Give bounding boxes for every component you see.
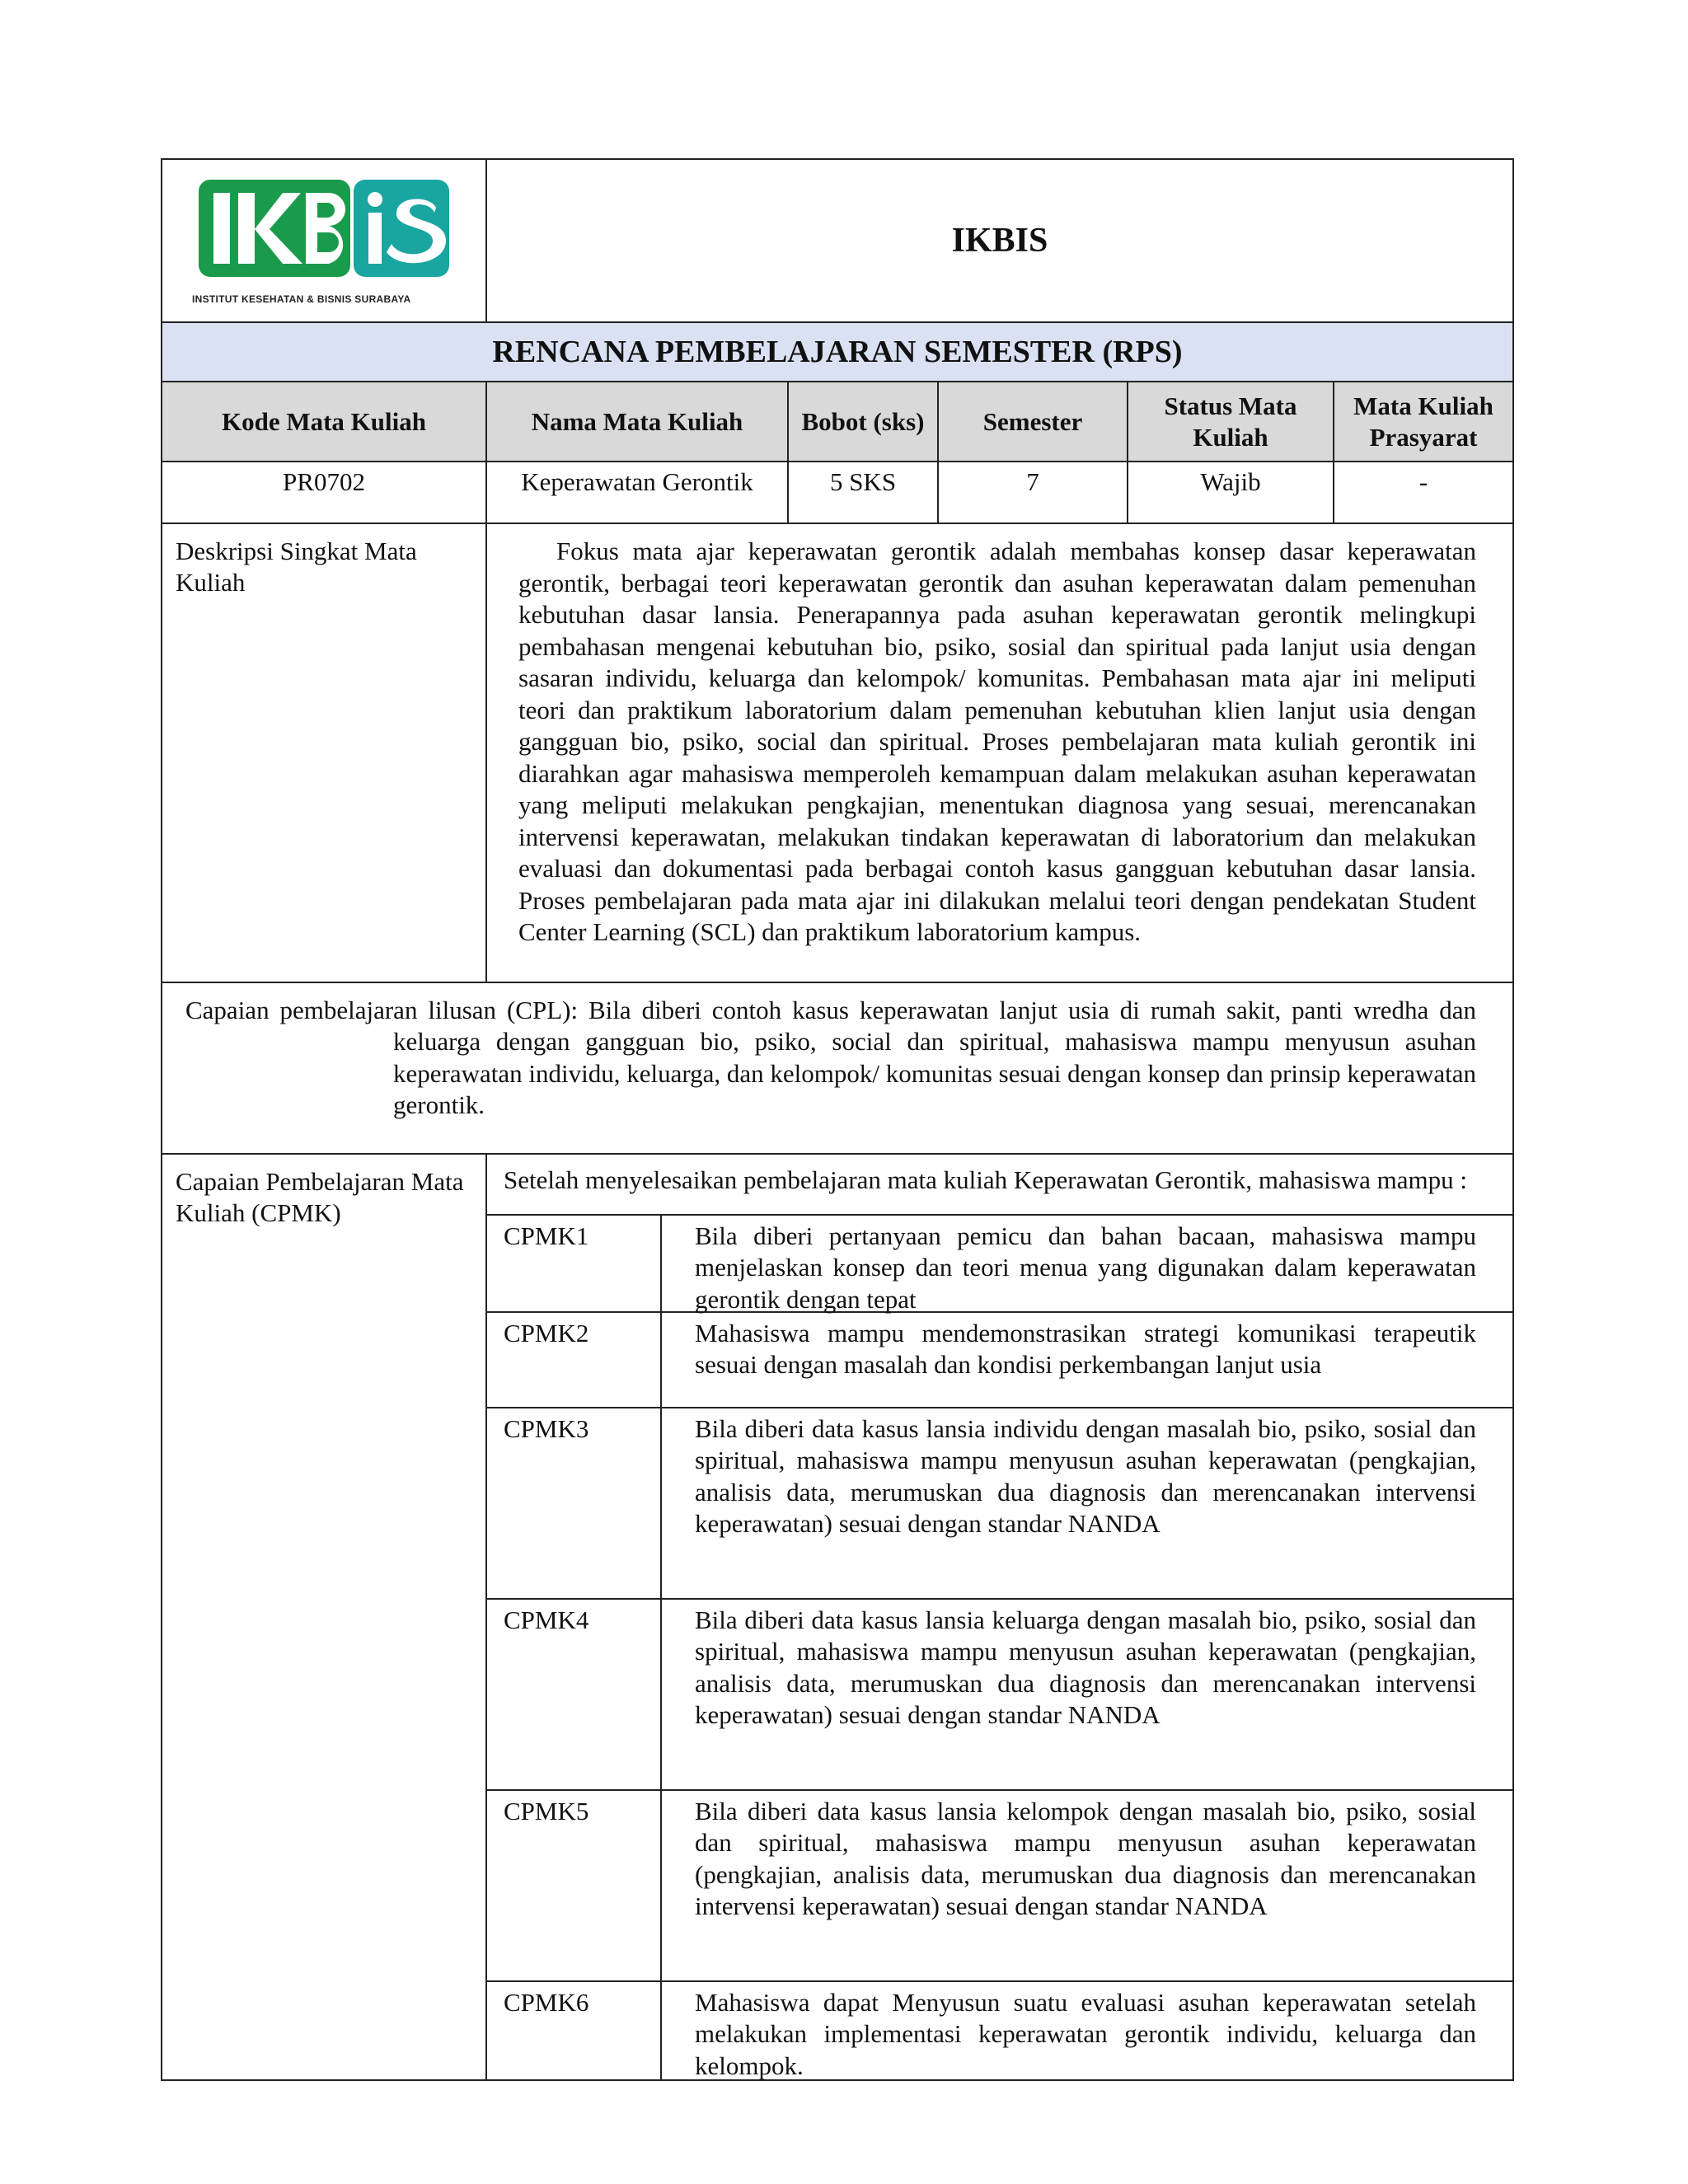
col-prasyarat: Mata Kuliah Prasyarat [1333,382,1512,461]
ikbis-logo-mark-icon [192,175,456,290]
table-row [487,1982,1512,2079]
cpmk-text: Mahasiswa mampu mendemonstrasikan strategi komunikasi terapeutik sesuai dengan masalah dan kondisi perkembangan lanjut usia [695,1318,1476,1379]
cpmk-text: Bila diberi pertanyaan pemicu dan bahan bacaan, mahasiswa mampu menjelaskan konsep dan teori menua yang digunakan dalam keperawatan gerontik dengan tepat [695,1221,1476,1314]
cell-bobot: 5 SKS [787,462,937,523]
cpmk-text: Bila diberi data kasus lansia individu dengan masalah bio, psiko, sosial dan spiritual, mahasiswa mampu menyusun asuhan keperawatan (pengkajian, analisis data, merumuskan dua diagnosis dan merencanakan intervensi keperawatan) sesuai dengan standar NANDA [695,1413,1476,1538]
table-row [487,1313,1512,1408]
rps-title-row [162,321,1512,381]
cell-kode: PR0702 [283,467,365,496]
table-row [487,1216,1512,1313]
cpmk-text: Bila diberi data kasus lansia keluarga dengan masalah bio, psiko, sosial dan spiritual, mahasiswa mampu menyusun asuhan keperawatan (pengkajian, analisis data, merumuskan dua diagnosis dan merencanakan intervensi keperawatan) sesuai dengan standar NANDA [695,1605,1476,1729]
cpmk-text: Bila diberi data kasus lansia kelompok dengan masalah bio, psiko, sosial dan spiritual, mahasiswa mampu menyusun asuhan keperawatan (pengkajian, analisis data, merumuskan dua diagnosis dan merencanakan intervensi keperawatan) sesuai dengan standar NANDA [695,1796,1476,1920]
rps-document [161,158,1514,2081]
col-semester: Semester [937,382,1127,461]
cpmk-code: CPMK5 [487,1791,662,1980]
description-label: Deskripsi Singkat Mata Kuliah [176,537,417,597]
cell-nama: Keperawatan Gerontik [485,462,787,523]
course-table-row [162,461,1512,523]
cpmk-code: CPMK1 [487,1216,662,1311]
rps-title: RENCANA PEMBELAJARAN SEMESTER (RPS) [162,323,1512,381]
ikbis-logo [192,175,456,307]
description-row [162,523,1512,982]
table-row [487,1791,1512,1982]
col-nama: Nama Mata Kuliah [485,382,787,461]
logo-cell [162,160,485,321]
cpmk-code: CPMK4 [487,1600,662,1789]
cpmk-code: CPMK2 [487,1313,662,1407]
cell-prasyarat: - [1333,462,1512,523]
cpmk-intro: Setelah menyelesaikan pembelajaran mata kuliah Keperawatan Gerontik, mahasiswa mampu : [487,1155,1512,1216]
cpmk-code: CPMK6 [487,1982,662,2079]
cell-semester: 7 [937,462,1127,523]
logo-caption: INSTITUT KESEHATAN & BISNIS SURABAYA [192,293,411,305]
header-row [162,160,1512,321]
cpl-row [162,982,1512,1153]
cpmk-table [485,1155,1512,2079]
cpmk-row [162,1153,1512,2079]
table-row [487,1600,1512,1791]
description-text: Fokus mata ajar keperawatan gerontik adalah membahas konsep dasar keperawatan gerontik, berbagai teori keperawatan gerontik dan asuhan keperawatan dalam pemenuhan kebutuhan dasar lansia. Penerapannya pada asuhan keperawatan gerontik melingkupi pembahasan mengenai kebutuhan bio, psiko, sosial dan spiritual pada lanjut usia dengan sasaran individu, keluarga dan kelompok/ komunitas. Pembahasan mata ajar ini meliputi teori dan praktikum laboratorium dalam pemenuhan kebutuhan klien lanjut usia dengan gangguan bio, psiko, social dan spiritual. Proses pembelajaran mata kuliah gerontik ini diarahkan agar mahasiswa memperoleh kemampuan dalam melakukan asuhan keperawatan yang meliputi melakukan pengkajian, menentukan diagnosa yang sesuai, merencanakan intervensi keperawatan, melakukan tindakan keperawatan di laboratorium dan melakukan evaluasi dan dokumentasi pada berbagai contoh kasus gangguan kebutuhan dasar lansia. Proses pembelajaran pada mata ajar ini dilakukan melalui teori dengan pendekatan Student Center Learning (SCL) dan praktikum laboratorium kampus. [485,524,1512,982]
cell-status: Wajib [1127,462,1333,523]
course-table-header [162,381,1512,461]
cpmk-code: CPMK3 [487,1408,662,1598]
col-kode: Kode Mata Kuliah [221,406,426,436]
page-title: IKBIS [485,160,1512,321]
col-bobot: Bobot (sks) [787,382,937,461]
table-row [487,1408,1512,1600]
cpl-text: Capaian pembelajaran lilusan (CPL): Bila diberi contoh kasus keperawatan lanjut usia di rumah sakit, panti wredha dan keluarga dengan gangguan bio, psiko, social dan spiritual, mahasiswa mampu menyusun asuhan keperawatan individu, keluarga, dan kelompok/ komunitas sesuai dengan konsep dan prinsip keperawatan gerontik. [185,995,1476,1119]
col-status: Status Mata Kuliah [1127,382,1333,461]
cpmk-label: Capaian Pembelajaran Mata Kuliah (CPMK) [176,1166,464,1227]
cpmk-text: Mahasiswa dapat Menyusun suatu evaluasi asuhan keperawatan setelah melakukan implementasi keperawatan gerontik individu, keluarga dan kelompok. [695,1987,1476,2080]
